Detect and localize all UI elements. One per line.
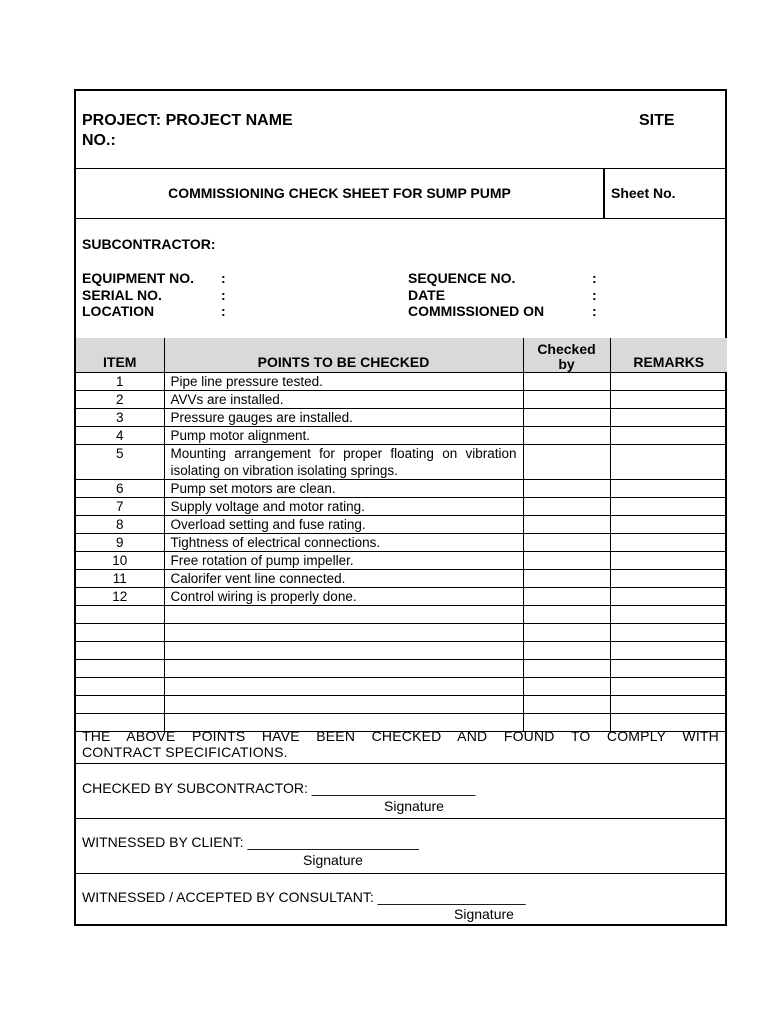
item-number: 6 <box>76 479 164 497</box>
compliance-statement <box>76 726 725 764</box>
checklist-table <box>76 338 727 732</box>
table-row <box>76 408 727 426</box>
table-row <box>76 587 727 605</box>
equipment-no-label: EQUIPMENT NO. <box>82 270 195 286</box>
consultant-signoff <box>76 874 725 926</box>
item-header: ITEM <box>76 338 164 372</box>
checked-by-cell[interactable] <box>523 587 610 605</box>
project-name: PROJECT: PROJECT NAME <box>82 112 293 129</box>
item-number: 7 <box>76 497 164 515</box>
checked-by-cell[interactable] <box>523 497 610 515</box>
title-row <box>76 169 725 219</box>
colon: : <box>592 287 597 303</box>
check-point: Pump set motors are clean. <box>164 479 523 497</box>
remarks-cell[interactable] <box>610 533 727 551</box>
table-row <box>76 426 727 444</box>
subcontractor-label: SUBCONTRACTOR: <box>82 236 216 252</box>
statement-line: THE ABOVE POINTS HAVE BEEN CHECKED AND FOUND TO COMPLY WITH <box>82 728 719 744</box>
remarks-cell[interactable] <box>610 479 727 497</box>
item-number: 11 <box>76 569 164 587</box>
item-number: 2 <box>76 390 164 408</box>
sheet-no-label: Sheet No. <box>611 185 676 201</box>
empty-row <box>76 659 727 677</box>
item-number: 8 <box>76 515 164 533</box>
equipment-info <box>76 219 725 339</box>
item-number: 1 <box>76 372 164 390</box>
empty-row <box>76 605 727 623</box>
remarks-cell[interactable] <box>610 444 727 479</box>
remarks-cell[interactable] <box>610 408 727 426</box>
checked-by-cell[interactable] <box>523 408 610 426</box>
checked-by-header-line: by <box>558 355 575 372</box>
check-sheet <box>74 89 727 926</box>
witnessed-by-consultant[interactable]: WITNESSED / ACCEPTED BY CONSULTANT: ___________________ <box>82 889 526 905</box>
date-label: DATE <box>408 287 446 303</box>
table-row <box>76 497 727 515</box>
site-no-label: NO.: <box>82 132 116 149</box>
table-header-row <box>76 338 727 372</box>
item-number: 12 <box>76 587 164 605</box>
colon: : <box>221 287 226 303</box>
signature-caption: Signature <box>384 798 444 814</box>
checked-by-cell[interactable] <box>523 390 610 408</box>
colon: : <box>592 270 597 286</box>
table-row <box>76 569 727 587</box>
table-row <box>76 390 727 408</box>
commissioned-on-label: COMMISSIONED ON <box>408 303 545 319</box>
colon: : <box>221 303 226 319</box>
project-header <box>76 91 725 169</box>
check-point: Tightness of electrical connections. <box>164 533 523 551</box>
subcontractor-signoff <box>76 764 725 819</box>
client-signoff <box>76 819 725 874</box>
table-row <box>76 533 727 551</box>
empty-row <box>76 623 727 641</box>
remarks-cell[interactable] <box>610 587 727 605</box>
sequence-no-label: SEQUENCE NO. <box>408 270 516 286</box>
table-row <box>76 444 727 479</box>
check-point: Pipe line pressure tested. <box>164 372 523 390</box>
location-label: LOCATION <box>82 303 155 319</box>
remarks-header: REMARKS <box>610 338 727 372</box>
checked-by-subcontractor[interactable]: CHECKED BY SUBCONTRACTOR: _____________________ <box>82 780 476 796</box>
item-number: 4 <box>76 426 164 444</box>
check-point: AVVs are installed. <box>164 390 523 408</box>
table-row <box>76 515 727 533</box>
table-row <box>76 479 727 497</box>
empty-row <box>76 641 727 659</box>
statement-line: CONTRACT SPECIFICATIONS. <box>82 744 288 760</box>
checked-by-cell[interactable] <box>523 444 610 479</box>
remarks-cell[interactable] <box>610 497 727 515</box>
item-number: 3 <box>76 408 164 426</box>
check-point: Free rotation of pump impeller. <box>164 551 523 569</box>
remarks-cell[interactable] <box>610 569 727 587</box>
checked-by-header <box>523 338 610 372</box>
check-point: Overload setting and fuse rating. <box>164 515 523 533</box>
checked-by-cell[interactable] <box>523 515 610 533</box>
check-point: Calorifer vent line connected. <box>164 569 523 587</box>
remarks-cell[interactable] <box>610 551 727 569</box>
check-point: Control wiring is properly done. <box>164 587 523 605</box>
points-header: POINTS TO BE CHECKED <box>164 338 523 372</box>
colon: : <box>221 270 226 286</box>
item-number: 9 <box>76 533 164 551</box>
empty-row <box>76 695 727 713</box>
checked-by-cell[interactable] <box>523 533 610 551</box>
empty-row <box>76 677 727 695</box>
item-number: 10 <box>76 551 164 569</box>
witnessed-by-client[interactable]: WITNESSED BY CLIENT: ______________________ <box>82 834 419 850</box>
checked-by-cell[interactable] <box>523 479 610 497</box>
checked-by-header-line: Checked <box>537 340 596 357</box>
remarks-cell[interactable] <box>610 372 727 390</box>
site-label: SITE <box>639 112 675 129</box>
remarks-cell[interactable] <box>610 515 727 533</box>
signature-caption: Signature <box>303 852 363 868</box>
check-point: Pump motor alignment. <box>164 426 523 444</box>
sheet-title: COMMISSIONING CHECK SHEET FOR SUMP PUMP <box>76 169 605 219</box>
checked-by-cell[interactable] <box>523 551 610 569</box>
checked-by-cell[interactable] <box>523 426 610 444</box>
remarks-cell[interactable] <box>610 426 727 444</box>
check-point: Supply voltage and motor rating. <box>164 497 523 515</box>
serial-no-label: SERIAL NO. <box>82 287 162 303</box>
check-point: Mounting arrangement for proper floating on vibration isolating on vibration isolating springs. <box>164 444 523 479</box>
item-number: 5 <box>76 444 164 479</box>
colon: : <box>592 303 597 319</box>
checked-by-cell[interactable] <box>523 372 610 390</box>
signature-caption: Signature <box>454 906 514 922</box>
table-row <box>76 372 727 390</box>
check-point: Pressure gauges are installed. <box>164 408 523 426</box>
checked-by-cell[interactable] <box>523 569 610 587</box>
remarks-cell[interactable] <box>610 390 727 408</box>
table-row <box>76 551 727 569</box>
